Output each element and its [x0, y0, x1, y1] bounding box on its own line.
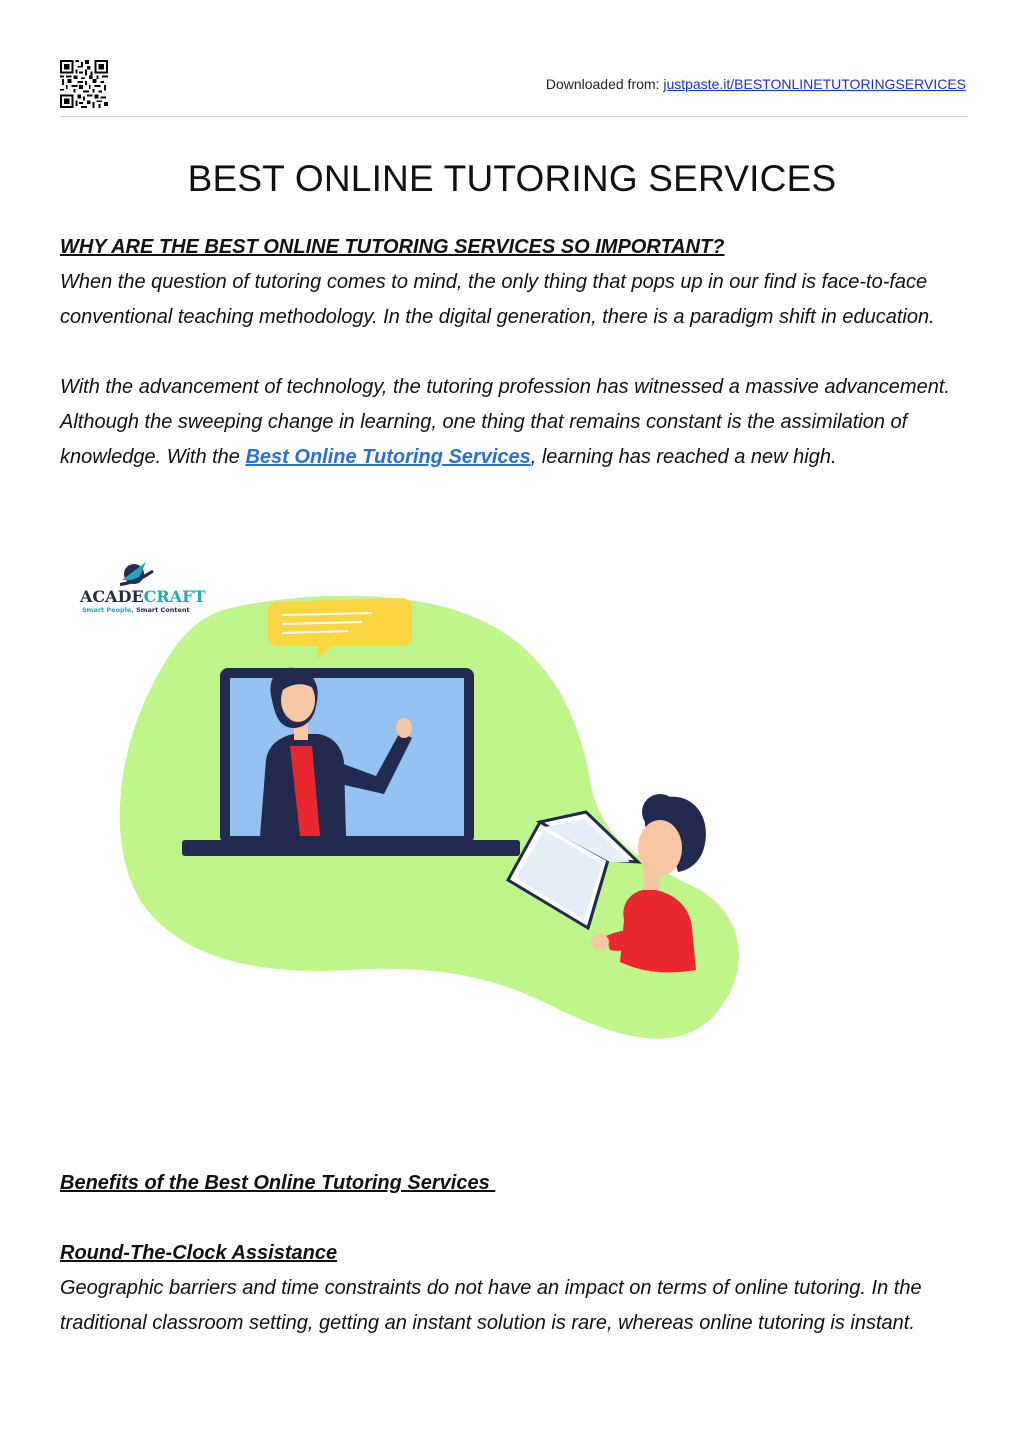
acadecraft-brand	[79, 587, 205, 606]
source-link[interactable]: justpaste.it/BESTONLINETUTORINGSERVICES	[663, 76, 966, 92]
brand-part-b: CRAFT	[143, 587, 206, 606]
source-prefix: Downloaded from:	[545, 76, 664, 92]
page-title: BEST ONLINE TUTORING SERVICES	[187, 158, 837, 199]
header-divider	[60, 116, 968, 117]
round-the-clock-paragraph: Geographic barriers and time constraints do not have an impact on terms of online tutoring. In the traditional classroom setting, getting an instant solution is rare, whereas online tutoring is instant.	[60, 1277, 922, 1334]
section-heading: WHY ARE THE BEST ONLINE TUTORING SERVICES SO IMPORTANT?	[60, 236, 725, 258]
acadecraft-tagline	[82, 606, 190, 614]
qr-code-icon	[60, 60, 108, 108]
paragraph-text-before-link: With the advancement of technology, the tutoring profession has witnessed a massive advancement. Although the sweeping change in learning, one thing that remains constant is the assimilation of knowledge. With the	[60, 376, 950, 468]
intro-paragraph: When the question of tutoring comes to mind, the only thing that pops up in our find is face-to-face conventional teaching methodology. In the digital generation, there is a paradigm shift in education.	[60, 271, 935, 328]
source-attribution	[546, 76, 966, 92]
online-tutoring-illustration	[60, 550, 760, 1050]
round-the-clock-heading: Round-The-Clock Assistance	[60, 1242, 338, 1264]
acadecraft-logo	[79, 562, 205, 614]
paragraph-text-after-link: , learning has reached a new high.	[530, 446, 837, 468]
benefits-heading: Benefits of the Best Online Tutoring Services	[60, 1172, 496, 1194]
advancement-paragraph	[60, 370, 972, 475]
tagline-part-b: Smart Content	[136, 606, 190, 614]
best-online-tutoring-link[interactable]: Best Online Tutoring Services	[245, 446, 531, 468]
tagline-part-a: Smart People,	[82, 606, 137, 614]
benefits-section	[60, 1166, 972, 1341]
intro-section	[60, 230, 972, 475]
brand-part-a: ACADE	[80, 587, 144, 606]
laptop-base	[182, 840, 520, 856]
